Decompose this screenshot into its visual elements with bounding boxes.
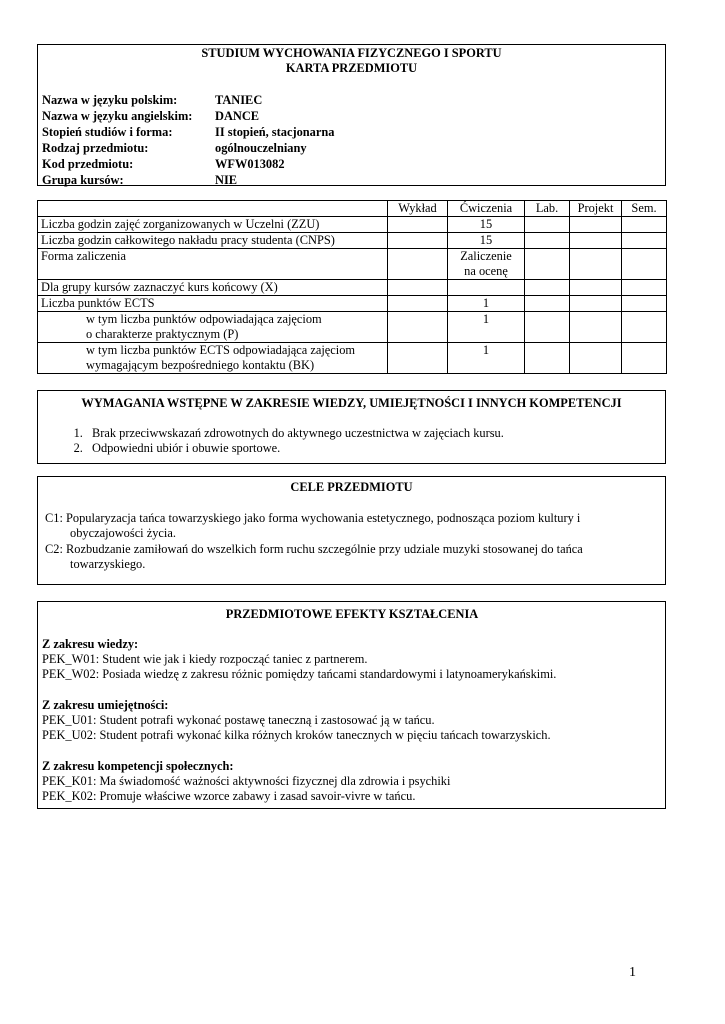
outcome-group [42, 698, 662, 743]
info-row [42, 125, 661, 141]
requirements-section [37, 390, 666, 464]
outcomes-title: PRZEDMIOTOWE EFEKTY KSZTAŁCENIA [225, 607, 479, 621]
info-value: TANIEC [215, 93, 263, 107]
table-row [38, 280, 667, 296]
header-title: STUDIUM WYCHOWANIA FIZYCZNEGO I SPORTU [201, 46, 502, 60]
info-value: ogólnouczelniany [215, 141, 307, 155]
outcome-item: PEK_U01: Student potrafi wykonać postawę taneczną i zastosować ją w tańcu. [42, 713, 435, 727]
outcomes-section [37, 601, 666, 809]
table-row [38, 233, 667, 249]
table-cell [622, 296, 667, 312]
table-cell [622, 249, 667, 280]
info-row [42, 109, 661, 125]
column-header: Sem. [622, 201, 667, 217]
goal-item: C2: Rozbudzanie zamiłowań do wszelkich form ruchu szczególnie przy udziale muzyki stosowanej do tańca towarzyskiego. [45, 542, 583, 571]
table-cell: 1 [448, 312, 525, 343]
info-label: Nazwa w języku polskim: [42, 93, 178, 107]
info-label: Kod przedmiotu: [42, 157, 134, 171]
table-cell: 1 [448, 296, 525, 312]
outcome-group [42, 637, 662, 682]
info-row [42, 173, 661, 189]
table-row [38, 343, 667, 374]
table-cell [622, 280, 667, 296]
row-label: w tym liczba punktów odpowiadająca zajęciom o charakterze praktycznym (P) [38, 312, 388, 343]
table-cell [570, 296, 622, 312]
table-row [38, 217, 667, 233]
table-row [38, 249, 667, 280]
table-cell [570, 280, 622, 296]
table-cell [388, 249, 448, 280]
info-label: Stopień studiów i forma: [42, 125, 173, 139]
column-header: Wykład [388, 201, 448, 217]
outcome-item: PEK_K02: Promuje właściwe wzorce zabawy i zasad savoir-vivre w tańcu. [42, 789, 416, 803]
table-cell [388, 296, 448, 312]
info-value: DANCE [215, 109, 260, 123]
table-cell [448, 280, 525, 296]
table-cell [525, 343, 570, 374]
table-header-row [38, 201, 667, 217]
row-label: Dla grupy kursów zaznaczyć kurs końcowy (X) [38, 280, 388, 296]
table-cell [388, 280, 448, 296]
table-cell [570, 249, 622, 280]
outcome-item: PEK_U02: Student potrafi wykonać kilka różnych kroków tanecznych w pięciu tańcach towarzyskich. [42, 728, 551, 742]
outcome-item: PEK_W01: Student wie jak i kiedy rozpocząć taniec z partnerem. [42, 652, 368, 666]
requirements-list [42, 426, 661, 456]
table-row [38, 312, 667, 343]
goals-list [42, 511, 661, 572]
table-cell [622, 343, 667, 374]
row-label: w tym liczba punktów ECTS odpowiadająca zajęciom wymagającym bezpośredniego kontaktu (BK) [38, 343, 388, 374]
row-label: Liczba godzin całkowitego nakładu pracy studenta (CNPS) [38, 233, 388, 249]
outcome-group [42, 759, 662, 804]
table-cell [525, 280, 570, 296]
table-cell [570, 312, 622, 343]
goals-section [37, 476, 666, 585]
table-cell [570, 343, 622, 374]
outcome-item: PEK_K01: Ma świadomość ważności aktywności fizycznej dla zdrowia i psychiki [42, 774, 451, 788]
table-cell [525, 249, 570, 280]
table-cell [622, 312, 667, 343]
course-info [42, 93, 661, 189]
table-cell [525, 233, 570, 249]
table-cell [570, 217, 622, 233]
table-cell: 1 [448, 343, 525, 374]
goal-item: C1: Popularyzacja tańca towarzyskiego jako forma wychowania estetycznego, podnosząca poziom kultury i obyczajowości życia. [45, 511, 581, 540]
table-row [38, 296, 667, 312]
table-cell: 15 [448, 233, 525, 249]
info-value: WFW013082 [215, 157, 285, 171]
table-cell: Zaliczenie na ocenę [448, 249, 525, 280]
table-cell [525, 312, 570, 343]
row-label: Forma zaliczenia [38, 249, 388, 280]
table-cell [570, 233, 622, 249]
info-row [42, 93, 661, 109]
info-value: NIE [215, 173, 238, 187]
table-cell [525, 217, 570, 233]
outcomes-list [42, 637, 662, 804]
goals-title: CELE PRZEDMIOTU [290, 480, 413, 494]
requirement-item: 1. Brak przeciwwskazań zdrowotnych do aktywnego uczestnictwa w zajęciach kursu. [86, 426, 661, 441]
column-header: Projekt [570, 201, 622, 217]
info-label: Rodzaj przedmiotu: [42, 141, 149, 155]
info-row [42, 141, 661, 157]
outcome-heading: Z zakresu kompetencji społecznych: [42, 759, 234, 773]
info-label: Nazwa w języku angielskim: [42, 109, 193, 123]
info-row [42, 157, 661, 173]
table-cell [525, 296, 570, 312]
table-cell [388, 312, 448, 343]
table-cell [622, 217, 667, 233]
page-number: 1 [629, 965, 636, 980]
column-header: Lab. [525, 201, 570, 217]
row-label: Liczba punktów ECTS [38, 296, 388, 312]
info-label: Grupa kursów: [42, 173, 124, 187]
outcome-heading: Z zakresu umiejętności: [42, 698, 169, 712]
requirement-item: 2. Odpowiedni ubiór i obuwie sportowe. [86, 441, 661, 456]
requirements-title: WYMAGANIA WSTĘPNE W ZAKRESIE WIEDZY, UMIEJĘTNOŚCI I INNYCH KOMPETENCJI [81, 396, 622, 410]
table-cell [622, 233, 667, 249]
row-label: Liczba godzin zajęć zorganizowanych w Uczelni (ZZU) [38, 217, 388, 233]
table-cell: 15 [448, 217, 525, 233]
table-cell [388, 217, 448, 233]
course-header [37, 44, 666, 186]
outcome-heading: Z zakresu wiedzy: [42, 637, 139, 651]
hours-table [37, 200, 667, 374]
column-header: Ćwiczenia [448, 201, 525, 217]
table-cell [388, 343, 448, 374]
table-cell [388, 233, 448, 249]
info-value: II stopień, stacjonarna [215, 125, 335, 139]
outcome-item: PEK_W02: Posiada wiedzę z zakresu różnic pomiędzy tańcami standardowymi i latynoamerykańskimi. [42, 667, 557, 681]
header-subtitle: KARTA PRZEDMIOTU [285, 61, 418, 75]
